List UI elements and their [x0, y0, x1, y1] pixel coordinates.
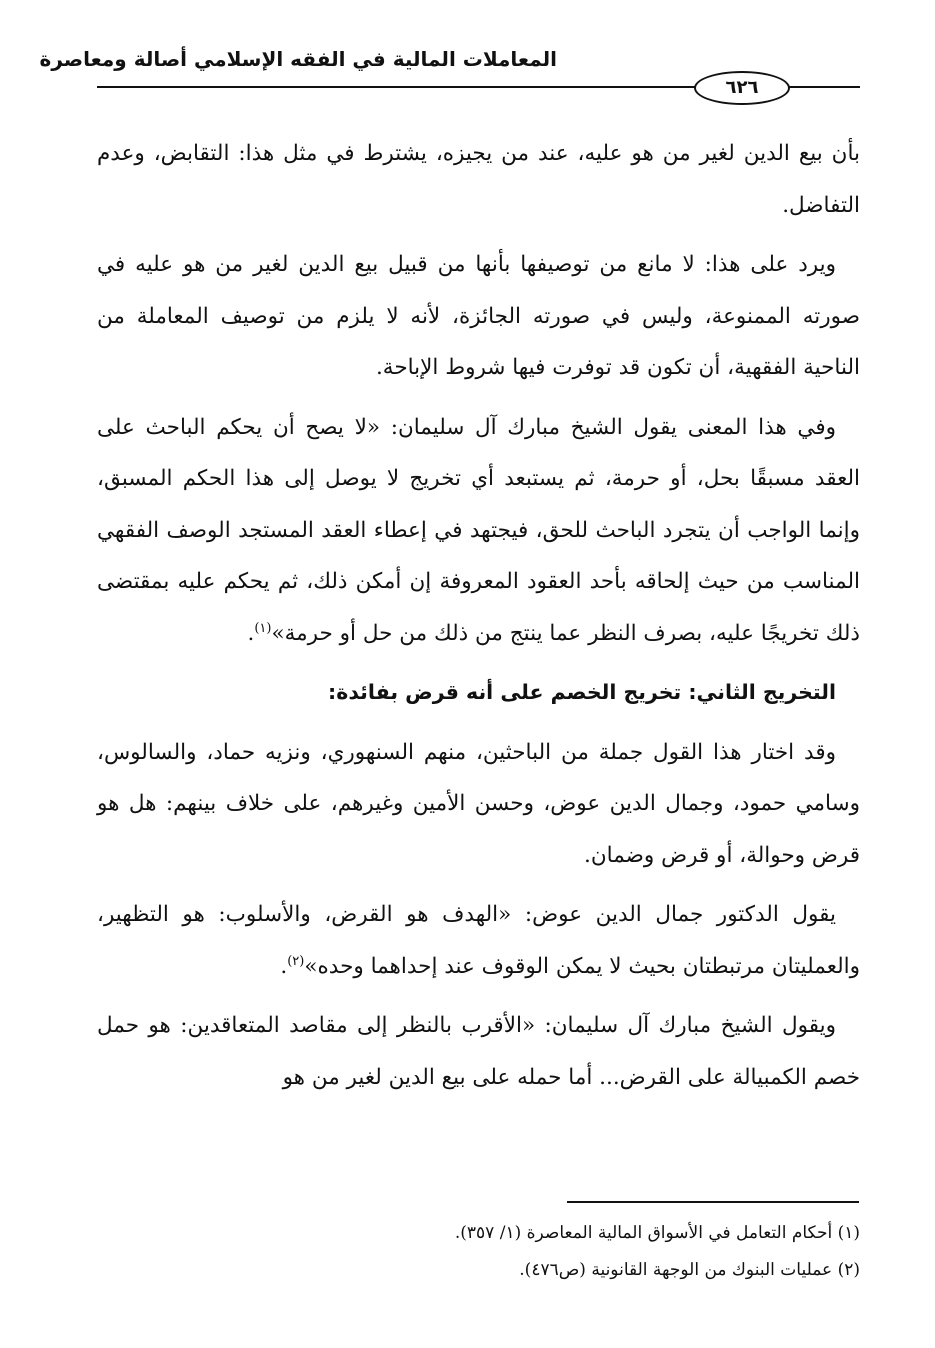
footnote-ref-2: (٢)	[287, 953, 305, 969]
running-header-title: المعاملات المالية في الفقه الإسلامي أصالة ومعاصرة	[39, 47, 557, 71]
paragraph-3-text: وفي هذا المعنى يقول الشيخ مبارك آل سليمان: «لا يصح أن يحكم الباحث على العقد مسبقًا بحل، أو حرمة، ثم يستبعد أي تخريج لا يوصل إلى هذا الحكم المسبق، وإنما الواجب أن يتجرد الباحث للحق، فيجتهد في إعطاء العقد المستجد الوصف الفقهي المناسب من حيث إلحاقه بأحد العقود المعروفة إن أمكن ذلك، ثم يحكم عليه بمقتضى ذلك تخريجًا عليه، بصرف النظر عما ينتج من ذلك من حل أو حرمة»	[97, 414, 860, 646]
paragraph-3-tail: .	[247, 620, 255, 646]
paragraph-7-text: ويقول الشيخ مبارك آل سليمان: «الأقرب بالنظر إلى مقاصد المتعاقدين: هو حمل خصم الكمبيالة على القرض... أما حمله على بيع الدين لغير من هو	[97, 1013, 860, 1090]
paragraph-1-text: بأن بيع الدين لغير من هو عليه، عند من يجيزه، يشترط في مثل هذا: التقابض، وعدم التفاضل.	[97, 141, 860, 218]
paragraph-6	[97, 889, 860, 992]
paragraph-6-tail: .	[280, 953, 288, 979]
paragraph-1	[97, 128, 860, 231]
footnote-2: (٢) عمليات البنوك من الوجهة القانونية (ص٤٧٦).	[519, 1260, 860, 1280]
paragraph-6-text: يقول الدكتور جمال الدين عوض: «الهدف هو القرض، والأسلوب: هو التظهير، والعمليتان مرتبطتان بحيث لا يمكن الوقوف عند إحداهما وحده»	[97, 902, 860, 979]
footnote-divider	[567, 1201, 859, 1203]
section-heading	[97, 667, 860, 719]
paragraph-3	[97, 402, 860, 660]
paragraph-5	[97, 727, 860, 882]
footnotes	[100, 1215, 860, 1289]
section-heading-text: التخريج الثاني: تخريج الخصم على أنه قرض بفائدة:	[328, 680, 836, 704]
main-text	[97, 128, 860, 1111]
page-number-badge: ٦٢٦	[694, 71, 790, 105]
footnote-1: (١) أحكام التعامل في الأسواق المالية المعاصرة (١/ ٣٥٧).	[454, 1223, 860, 1243]
footnote-ref-1: (١)	[254, 620, 272, 636]
paragraph-7	[97, 1000, 860, 1103]
paragraph-2-text: ويرد على هذا: لا مانع من توصيفها بأنها من قبيل بيع الدين لغير من هو عليه في صورته الممنوعة، وليس في صورته الجائزة، لأنه لا يلزم من توصيف المعاملة من الناحية الفقهية، أن تكون قد توفرت فيها شروط الإباحة.	[97, 252, 860, 380]
paragraph-2	[97, 239, 860, 394]
paragraph-5-text: وقد اختار هذا القول جملة من الباحثين، منهم السنهوري، ونزيه حماد، والسالوس، وسامي حمود، وجمال الدين عوض، وحسن الأمين وغيرهم، على خلاف بينهم: هل هو قرض وحوالة، أو قرض وضمان.	[97, 739, 860, 868]
